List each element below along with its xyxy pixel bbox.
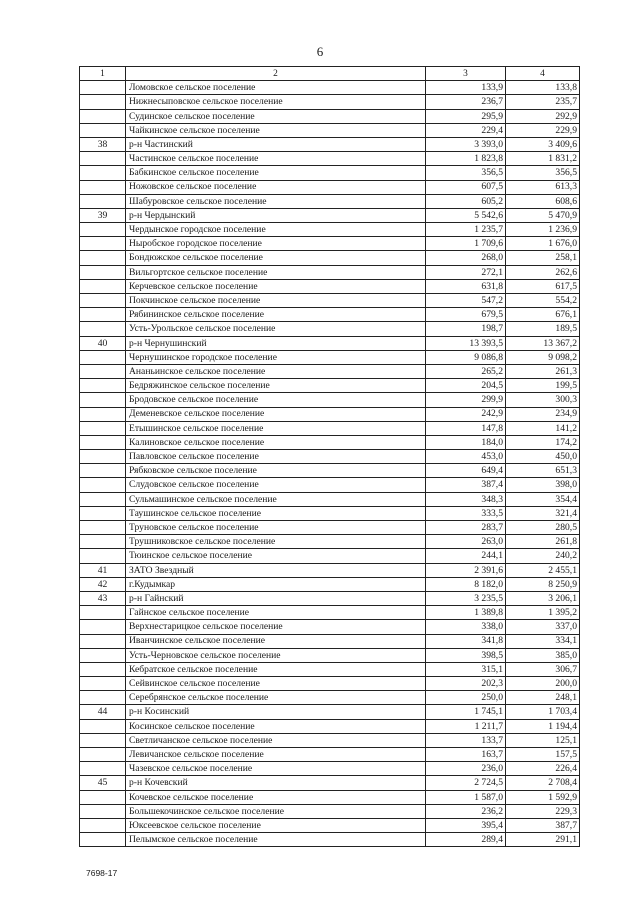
header-col-2: 2 [126, 67, 426, 81]
municipality-name: р-н Частинский [126, 137, 426, 151]
municipality-name: Ныробское городское поселение [126, 237, 426, 251]
row-number: 44 [80, 705, 126, 719]
table-row [80, 478, 580, 492]
table-row [80, 733, 580, 747]
municipality-name: Чайкинское сельское поселение [126, 123, 426, 137]
value-col-4: 261,8 [506, 535, 580, 549]
value-col-3: 679,5 [426, 308, 506, 322]
municipality-name: Керчевское сельское поселение [126, 279, 426, 293]
value-col-4: 398,0 [506, 478, 580, 492]
row-number [80, 719, 126, 733]
row-number [80, 81, 126, 95]
table-row [80, 804, 580, 818]
municipality-name: Бедряжинское сельское поселение [126, 379, 426, 393]
municipality-name: Большекочинское сельское поселение [126, 804, 426, 818]
value-col-4: 387,7 [506, 818, 580, 832]
value-col-4: 450,0 [506, 450, 580, 464]
value-col-4: 141,2 [506, 421, 580, 435]
table-row [80, 818, 580, 832]
row-number [80, 818, 126, 832]
table-row [80, 606, 580, 620]
value-col-4: 554,2 [506, 294, 580, 308]
row-number [80, 620, 126, 634]
value-col-3: 268,0 [426, 251, 506, 265]
value-col-3: 1 211,7 [426, 719, 506, 733]
table-row [80, 152, 580, 166]
budget-table [79, 66, 580, 847]
value-col-3: 13 393,5 [426, 336, 506, 350]
row-number [80, 804, 126, 818]
municipality-name: Покчинское сельское поселение [126, 294, 426, 308]
row-number [80, 166, 126, 180]
value-col-3: 133,7 [426, 733, 506, 747]
row-number: 42 [80, 577, 126, 591]
table-row [80, 350, 580, 364]
municipality-name: Усть-Черновское сельское поселение [126, 648, 426, 662]
table-row [80, 194, 580, 208]
municipality-name: р-н Кочевский [126, 776, 426, 790]
municipality-name: Ананьинское сельское поселение [126, 364, 426, 378]
value-col-4: 291,1 [506, 833, 580, 847]
municipality-name: р-н Чернушинский [126, 336, 426, 350]
row-number [80, 435, 126, 449]
row-number [80, 95, 126, 109]
table-row [80, 691, 580, 705]
municipality-name: г.Кудымкар [126, 577, 426, 591]
value-col-4: 234,9 [506, 407, 580, 421]
municipality-name: Вильгортское сельское поселение [126, 265, 426, 279]
row-number [80, 535, 126, 549]
table-row [80, 521, 580, 535]
value-col-3: 341,8 [426, 634, 506, 648]
value-col-4: 199,5 [506, 379, 580, 393]
table-row [80, 492, 580, 506]
municipality-name: Шабуровское сельское поселение [126, 194, 426, 208]
value-col-3: 333,5 [426, 506, 506, 520]
value-col-3: 198,7 [426, 322, 506, 336]
value-col-4: 1 592,9 [506, 790, 580, 804]
row-number: 41 [80, 563, 126, 577]
value-col-3: 547,2 [426, 294, 506, 308]
municipality-name: Кебратское сельское поселение [126, 662, 426, 676]
value-col-4: 300,3 [506, 393, 580, 407]
value-col-3: 133,9 [426, 81, 506, 95]
value-col-3: 289,4 [426, 833, 506, 847]
row-number [80, 634, 126, 648]
value-col-3: 2 724,5 [426, 776, 506, 790]
table-row [80, 166, 580, 180]
municipality-name: Косинское сельское поселение [126, 719, 426, 733]
table-row [80, 662, 580, 676]
value-col-3: 338,0 [426, 620, 506, 634]
table-row [80, 464, 580, 478]
value-col-4: 226,4 [506, 762, 580, 776]
table-row [80, 833, 580, 847]
value-col-4: 337,0 [506, 620, 580, 634]
table-body [80, 81, 580, 847]
value-col-3: 605,2 [426, 194, 506, 208]
row-number [80, 492, 126, 506]
municipality-name: Етышинское сельское поселение [126, 421, 426, 435]
value-col-4: 3 206,1 [506, 591, 580, 605]
page-number: 6 [316, 44, 324, 59]
value-col-4: 229,9 [506, 123, 580, 137]
municipality-name: р-н Гайнский [126, 591, 426, 605]
value-col-3: 607,5 [426, 180, 506, 194]
value-col-4: 157,5 [506, 748, 580, 762]
municipality-name: Деменевское сельское поселение [126, 407, 426, 421]
table-row [80, 790, 580, 804]
row-number [80, 833, 126, 847]
value-col-3: 204,5 [426, 379, 506, 393]
value-col-3: 631,8 [426, 279, 506, 293]
value-col-4: 9 098,2 [506, 350, 580, 364]
value-col-4: 292,9 [506, 109, 580, 123]
municipality-name: Иванчинское сельское поселение [126, 634, 426, 648]
municipality-name: Чазевское сельское поселение [126, 762, 426, 776]
municipality-name: Гайнское сельское поселение [126, 606, 426, 620]
value-col-4: 200,0 [506, 677, 580, 691]
table-row [80, 620, 580, 634]
value-col-4: 1 236,9 [506, 223, 580, 237]
value-col-4: 229,3 [506, 804, 580, 818]
table-row [80, 123, 580, 137]
table-row [80, 577, 580, 591]
row-number [80, 180, 126, 194]
value-col-4: 235,7 [506, 95, 580, 109]
value-col-4: 613,3 [506, 180, 580, 194]
row-number [80, 123, 126, 137]
value-col-4: 1 703,4 [506, 705, 580, 719]
row-number [80, 350, 126, 364]
value-col-3: 1 587,0 [426, 790, 506, 804]
table-row [80, 137, 580, 151]
value-col-3: 453,0 [426, 450, 506, 464]
table-row [80, 237, 580, 251]
municipality-name: Чердынское городское поселение [126, 223, 426, 237]
row-number: 40 [80, 336, 126, 350]
table-row [80, 265, 580, 279]
value-col-4: 174,2 [506, 435, 580, 449]
row-number [80, 294, 126, 308]
document-code: 7698-17 [86, 868, 118, 878]
value-col-4: 189,5 [506, 322, 580, 336]
row-number [80, 606, 126, 620]
municipality-name: Калиновское сельское поселение [126, 435, 426, 449]
table-row [80, 705, 580, 719]
value-col-3: 9 086,8 [426, 350, 506, 364]
value-col-3: 283,7 [426, 521, 506, 535]
row-number [80, 450, 126, 464]
value-col-4: 1 676,0 [506, 237, 580, 251]
table-row [80, 95, 580, 109]
municipality-name: Кочевское сельское поселение [126, 790, 426, 804]
row-number [80, 748, 126, 762]
municipality-name: Слудовское сельское поселение [126, 478, 426, 492]
table-row [80, 208, 580, 222]
municipality-name: Бондюжское сельское поселение [126, 251, 426, 265]
municipality-name: Юксеевское сельское поселение [126, 818, 426, 832]
value-col-4: 676,1 [506, 308, 580, 322]
municipality-name: Таушинское сельское поселение [126, 506, 426, 520]
value-col-3: 299,9 [426, 393, 506, 407]
table-row [80, 719, 580, 733]
row-number [80, 308, 126, 322]
header-row [80, 67, 580, 81]
value-col-3: 202,3 [426, 677, 506, 691]
value-col-3: 1 235,7 [426, 223, 506, 237]
row-number [80, 733, 126, 747]
value-col-3: 242,9 [426, 407, 506, 421]
value-col-4: 1 395,2 [506, 606, 580, 620]
municipality-name: Пелымское сельское поселение [126, 833, 426, 847]
value-col-4: 354,4 [506, 492, 580, 506]
value-col-3: 263,0 [426, 535, 506, 549]
value-col-4: 608,6 [506, 194, 580, 208]
table-row [80, 379, 580, 393]
row-number [80, 478, 126, 492]
row-number: 43 [80, 591, 126, 605]
value-col-4: 13 367,2 [506, 336, 580, 350]
value-col-3: 5 542,6 [426, 208, 506, 222]
row-number [80, 421, 126, 435]
value-col-4: 334,1 [506, 634, 580, 648]
value-col-3: 649,4 [426, 464, 506, 478]
value-col-3: 3 393,0 [426, 137, 506, 151]
value-col-4: 280,5 [506, 521, 580, 535]
value-col-4: 617,5 [506, 279, 580, 293]
value-col-4: 651,3 [506, 464, 580, 478]
value-col-4: 306,7 [506, 662, 580, 676]
table-row [80, 506, 580, 520]
table-row [80, 748, 580, 762]
value-col-3: 244,1 [426, 549, 506, 563]
municipality-name: Бродовское сельское поселение [126, 393, 426, 407]
value-col-4: 356,5 [506, 166, 580, 180]
budget-table-container [79, 66, 579, 847]
municipality-name: Судинское сельское поселение [126, 109, 426, 123]
value-col-3: 250,0 [426, 691, 506, 705]
value-col-3: 348,3 [426, 492, 506, 506]
value-col-4: 261,3 [506, 364, 580, 378]
row-number [80, 790, 126, 804]
value-col-3: 2 391,6 [426, 563, 506, 577]
row-number [80, 223, 126, 237]
municipality-name: Трушниковское сельское поселение [126, 535, 426, 549]
value-col-3: 387,4 [426, 478, 506, 492]
table-row [80, 591, 580, 605]
table-row [80, 364, 580, 378]
value-col-3: 395,4 [426, 818, 506, 832]
table-header [80, 67, 580, 81]
value-col-3: 163,7 [426, 748, 506, 762]
value-col-3: 229,4 [426, 123, 506, 137]
municipality-name: Нижнесыповское сельское поселение [126, 95, 426, 109]
municipality-name: Серебрянское сельское поселение [126, 691, 426, 705]
row-number [80, 279, 126, 293]
table-row [80, 322, 580, 336]
row-number [80, 677, 126, 691]
table-row [80, 762, 580, 776]
value-col-3: 398,5 [426, 648, 506, 662]
value-col-3: 1 823,8 [426, 152, 506, 166]
value-col-4: 258,1 [506, 251, 580, 265]
municipality-name: Сейвинское сельское поселение [126, 677, 426, 691]
table-row [80, 549, 580, 563]
row-number [80, 393, 126, 407]
table-row [80, 634, 580, 648]
table-row [80, 336, 580, 350]
row-number [80, 407, 126, 421]
value-col-3: 3 235,5 [426, 591, 506, 605]
municipality-name: Светличанское сельское поселение [126, 733, 426, 747]
table-row [80, 563, 580, 577]
row-number [80, 237, 126, 251]
municipality-name: Ножовское сельское поселение [126, 180, 426, 194]
table-row [80, 109, 580, 123]
municipality-name: Усть-Урольское сельское поселение [126, 322, 426, 336]
row-number [80, 364, 126, 378]
header-col-4: 4 [506, 67, 580, 81]
table-row [80, 435, 580, 449]
row-number: 38 [80, 137, 126, 151]
row-number [80, 662, 126, 676]
table-row [80, 450, 580, 464]
table-row [80, 421, 580, 435]
row-number [80, 152, 126, 166]
value-col-3: 1 745,1 [426, 705, 506, 719]
value-col-3: 1 389,8 [426, 606, 506, 620]
value-col-4: 2 455,1 [506, 563, 580, 577]
municipality-name: Ломовское сельское поселение [126, 81, 426, 95]
value-col-3: 236,2 [426, 804, 506, 818]
value-col-3: 1 709,6 [426, 237, 506, 251]
row-number [80, 194, 126, 208]
row-number: 39 [80, 208, 126, 222]
municipality-name: Рябковское сельское поселение [126, 464, 426, 478]
municipality-name: Чернушинское городское поселение [126, 350, 426, 364]
row-number [80, 648, 126, 662]
table-row [80, 393, 580, 407]
table-row [80, 223, 580, 237]
table-row [80, 677, 580, 691]
table-row [80, 407, 580, 421]
row-number [80, 691, 126, 705]
table-row [80, 308, 580, 322]
value-col-4: 3 409,6 [506, 137, 580, 151]
municipality-name: р-н Чердынский [126, 208, 426, 222]
table-row [80, 294, 580, 308]
row-number [80, 109, 126, 123]
table-row [80, 776, 580, 790]
value-col-4: 240,2 [506, 549, 580, 563]
row-number [80, 322, 126, 336]
value-col-4: 2 708,4 [506, 776, 580, 790]
municipality-name: Рябининское сельское поселение [126, 308, 426, 322]
value-col-4: 125,1 [506, 733, 580, 747]
row-number [80, 464, 126, 478]
value-col-3: 265,2 [426, 364, 506, 378]
municipality-name: Верхнестарицкое сельское поселение [126, 620, 426, 634]
municipality-name: р-н Косинский [126, 705, 426, 719]
table-row [80, 535, 580, 549]
value-col-3: 184,0 [426, 435, 506, 449]
header-col-3: 3 [426, 67, 506, 81]
value-col-4: 1 194,4 [506, 719, 580, 733]
value-col-4: 1 831,2 [506, 152, 580, 166]
row-number [80, 521, 126, 535]
municipality-name: Сульмашинское сельское поселение [126, 492, 426, 506]
municipality-name: Труновское сельское поселение [126, 521, 426, 535]
row-number: 45 [80, 776, 126, 790]
value-col-4: 8 250,9 [506, 577, 580, 591]
table-row [80, 251, 580, 265]
value-col-3: 8 182,0 [426, 577, 506, 591]
header-col-1: 1 [80, 67, 126, 81]
value-col-4: 385,0 [506, 648, 580, 662]
value-col-4: 248,1 [506, 691, 580, 705]
value-col-3: 356,5 [426, 166, 506, 180]
table-row [80, 279, 580, 293]
row-number [80, 251, 126, 265]
municipality-name: Левичанское сельское поселение [126, 748, 426, 762]
value-col-3: 147,8 [426, 421, 506, 435]
value-col-3: 236,0 [426, 762, 506, 776]
table-row [80, 648, 580, 662]
value-col-4: 5 470,9 [506, 208, 580, 222]
municipality-name: Бабкинское сельское поселение [126, 166, 426, 180]
value-col-3: 295,9 [426, 109, 506, 123]
row-number [80, 379, 126, 393]
table-row [80, 180, 580, 194]
value-col-3: 272,1 [426, 265, 506, 279]
municipality-name: ЗАТО Звездный [126, 563, 426, 577]
row-number [80, 265, 126, 279]
value-col-4: 262,6 [506, 265, 580, 279]
row-number [80, 762, 126, 776]
value-col-3: 236,7 [426, 95, 506, 109]
row-number [80, 549, 126, 563]
municipality-name: Частинское сельское поселение [126, 152, 426, 166]
value-col-4: 133,8 [506, 81, 580, 95]
municipality-name: Павловское сельское поселение [126, 450, 426, 464]
municipality-name: Тюинское сельское поселение [126, 549, 426, 563]
row-number [80, 506, 126, 520]
value-col-4: 321,4 [506, 506, 580, 520]
value-col-3: 315,1 [426, 662, 506, 676]
table-row [80, 81, 580, 95]
